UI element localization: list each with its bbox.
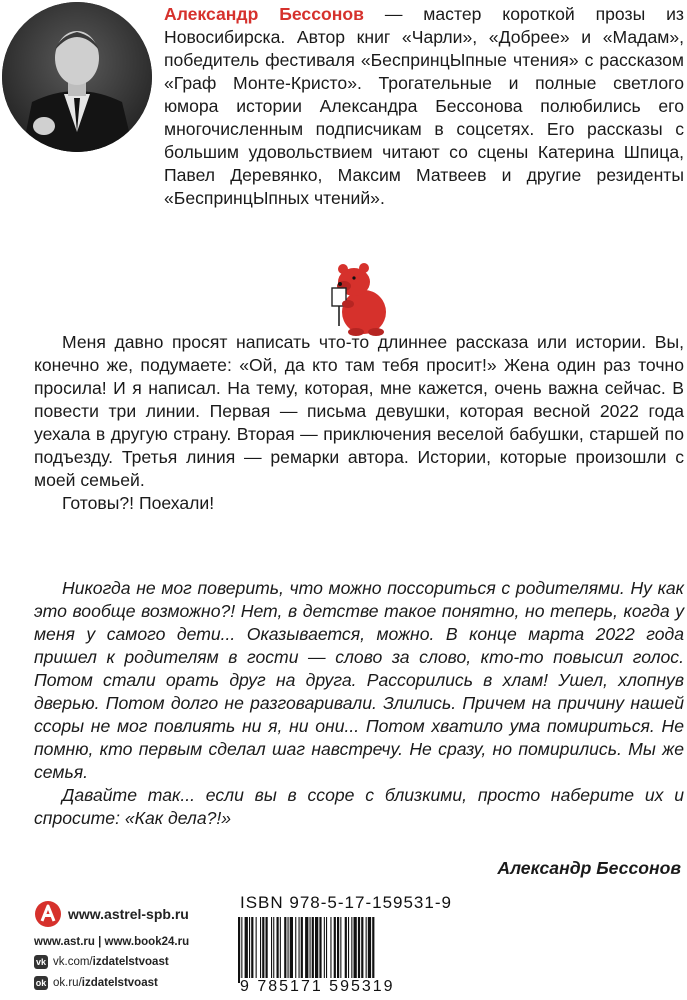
- ok-icon: ok: [35, 978, 47, 988]
- secondary-websites[interactable]: www.ast.ru | www.book24.ru: [34, 936, 190, 948]
- vk-link[interactable]: [34, 955, 234, 969]
- barcode-digits: 9 785171 595319: [240, 978, 395, 995]
- barcode-icon: [236, 917, 448, 983]
- author-bio: [164, 3, 684, 210]
- quote-paragraph-2: Давайте так... если вы в ссоре с близкими, просто наберите их и спросите: «Как дела?!»: [34, 785, 684, 828]
- ok-handle: izdatelstvoast: [81, 977, 158, 989]
- quote-paragraph-1: Никогда не мог поверить, что можно поссориться с родителями. Ну как это вообще возможно?! Нет, в детстве такое понятно, но теперь, когда у меня у самого дети... Оказывается, можно. В конце марта 2022 года пришел к родителям в гости — слово за слово, кто-то повысил голос. Потом стали орать друг на друга. Рассорились в хлам! Ушел, хлопнув дверью. Потом долго не разговаривали. Злились. Причем на причину нашей ссоры не мог повлиять ни я, ни они... Потом хватило ума помириться. Не помню, кто первым сделал шаг навстречу. Не сразу, но помирились. Мы же семья.: [34, 578, 684, 782]
- publisher-info: [34, 900, 234, 990]
- astrel-logo-icon: [34, 900, 62, 928]
- intro-paragraph-2: Готовы?! Поехали!: [62, 493, 215, 513]
- signature: Александр Бессонов: [497, 858, 681, 878]
- vk-prefix: vk.com/: [53, 956, 93, 968]
- vk-handle: izdatelstvoast: [92, 956, 169, 968]
- bear-mascot-icon: [326, 256, 392, 336]
- author-quote-section: [34, 577, 684, 830]
- ok-prefix: ok.ru/: [53, 977, 82, 989]
- website-link[interactable]: www.astrel-spb.ru: [68, 906, 189, 922]
- intro-section: [34, 331, 684, 515]
- author-photo: [2, 2, 152, 152]
- intro-paragraph-1: Меня давно просят написать что-то длиннее рассказа или истории. Вы, конечно же, подумаете: «Ой, да кто там тебя просит!» Жена один раз точно просила! И я написал. На тему, которая, мне кажется, очень важна сейчас. В повести три линии. Первая — письма девушки, которая весной 2022 года уехала в другую страну. Вторая — приключения веселой бабушки, старшей по подъезду. Третья линия — ремарки автора. Истории, которые произошли с моей семьей.: [34, 332, 684, 490]
- ok-link[interactable]: [34, 976, 234, 990]
- publisher-logo-row: [34, 900, 234, 928]
- bio-text: — мастер короткой прозы из Новосибирска. Автор книг «Чарли», «Добрее» и «Мадам», победитель фестиваля «БеспринцЫпные чтения» с рассказом «Граф Монте-Кристо». Трогательные и полные светлого юмора истории Александра Бессонова полюбились его многочисленным подписчикам в соцсетях. Его рассказы с большим удовольствием читают со сцены Катерина Шпица, Павел Деревянко, Максим Матвеев и другие резиденты «БеспринцЫпных чтений».: [164, 4, 684, 208]
- author-name: Александр Бессонов: [164, 4, 364, 24]
- vk-icon: vk: [35, 957, 46, 967]
- isbn-label: ISBN 978-5-17-159531-9: [240, 893, 452, 912]
